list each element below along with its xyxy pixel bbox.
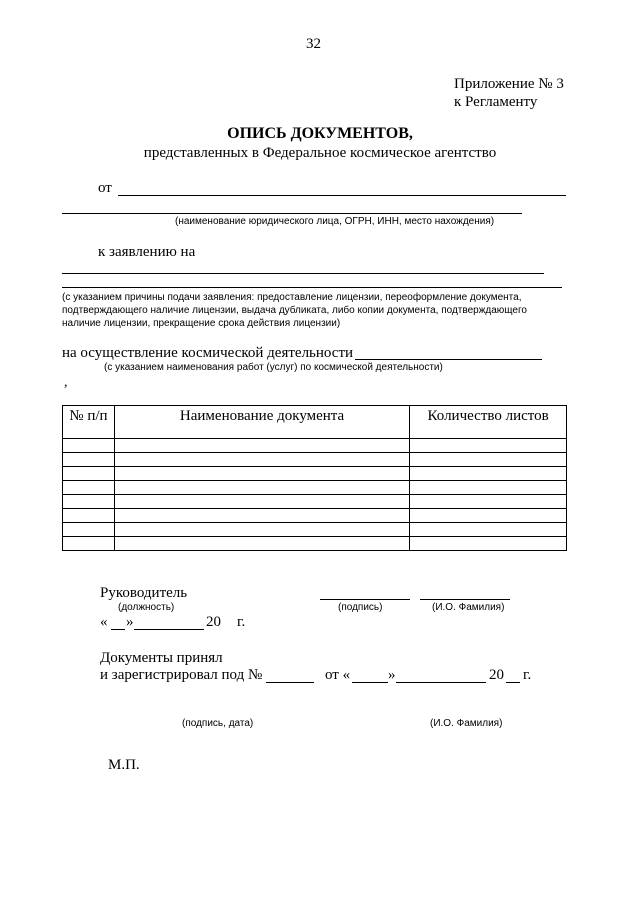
signature-date-caption: (подпись, дата) — [182, 718, 254, 729]
table-cell[interactable] — [63, 439, 115, 453]
table-row — [63, 453, 567, 467]
accepted-year-suffix: г. — [523, 667, 532, 683]
table-cell[interactable] — [410, 523, 567, 537]
accepted-line-1: Документы принял — [100, 650, 223, 666]
activity-label: на осуществление космической деятельности — [62, 345, 354, 361]
reason-caption: (с указанием причины подачи заявления: предоставление лицензии, переоформление документа, подтверждающего наличие лицензии, выдача дубликата, либо копии документа, подтверждающего наличие лицензии, прекращение срока действия лицензии) — [62, 292, 527, 329]
column-header-document-name: Наименование документа — [114, 406, 409, 439]
date-year-suffix: г. — [237, 614, 246, 630]
table-cell[interactable] — [114, 495, 409, 509]
table-cell[interactable] — [114, 509, 409, 523]
table-cell[interactable] — [114, 439, 409, 453]
table-cell[interactable] — [63, 523, 115, 537]
table-cell[interactable] — [114, 467, 409, 481]
date-year-prefix: 20 — [206, 614, 221, 630]
documents-table — [62, 405, 567, 551]
activity-caption: (с указанием наименования работ (услуг) по космической деятельности) — [104, 362, 443, 373]
appendix-line-2: к Регламенту — [454, 94, 538, 110]
table-cell[interactable] — [114, 481, 409, 495]
name-field-line[interactable] — [420, 599, 510, 600]
from-field-line[interactable] — [118, 195, 566, 196]
table-cell[interactable] — [63, 453, 115, 467]
table-row — [63, 495, 567, 509]
table-row — [63, 481, 567, 495]
from-label: от — [98, 180, 112, 196]
table-cell[interactable] — [63, 537, 115, 551]
registration-number-field-line[interactable] — [266, 682, 314, 683]
column-header-number: № п/п — [63, 406, 115, 439]
stray-mark: , — [64, 375, 68, 390]
table-row — [63, 467, 567, 481]
accepted-day-field-line[interactable] — [352, 682, 388, 683]
head-label: Руководитель — [100, 585, 188, 601]
signature-field-line[interactable] — [320, 599, 410, 600]
column-header-sheet-count: Количество листов — [410, 406, 567, 439]
signature-caption: (подпись) — [338, 602, 383, 613]
accepted-year-prefix: 20 — [489, 667, 504, 683]
table-cell[interactable] — [410, 509, 567, 523]
date-close-quote: » — [126, 614, 134, 630]
accepted-from: от « — [325, 667, 351, 683]
table-cell[interactable] — [63, 509, 115, 523]
date-day-field-line[interactable] — [111, 629, 125, 630]
table-cell[interactable] — [410, 439, 567, 453]
statement-field-line-2[interactable] — [62, 287, 562, 288]
table-row — [63, 439, 567, 453]
accepted-name-caption: (И.О. Фамилия) — [430, 718, 503, 729]
document-title: ОПИСЬ ДОКУМЕНТОВ, — [227, 125, 413, 142]
document-subtitle: представленных в Федеральное космическое агентство — [143, 145, 497, 161]
table-row — [63, 509, 567, 523]
table-cell[interactable] — [410, 481, 567, 495]
table-cell[interactable] — [114, 537, 409, 551]
date-open-quote: « — [100, 614, 108, 630]
table-cell[interactable] — [410, 467, 567, 481]
table-cell[interactable] — [114, 453, 409, 467]
name-caption: (И.О. Фамилия) — [432, 602, 505, 613]
table-cell[interactable] — [410, 453, 567, 467]
statement-label: к заявлению на — [98, 244, 196, 260]
table-cell[interactable] — [410, 495, 567, 509]
page-number: 32 — [306, 36, 321, 52]
accepted-year-field-line[interactable] — [506, 682, 520, 683]
table-cell[interactable] — [114, 523, 409, 537]
table-row — [63, 537, 567, 551]
position-caption: (должность) — [118, 602, 175, 613]
activity-field-line[interactable] — [355, 359, 542, 360]
accepted-month-field-line[interactable] — [396, 682, 486, 683]
stamp-label: М.П. — [108, 757, 140, 773]
accepted-line-2: и зарегистрировал под № — [100, 667, 263, 683]
date-month-field-line[interactable] — [134, 629, 204, 630]
table-cell[interactable] — [63, 481, 115, 495]
from-caption: (наименование юридического лица, ОГРН, ИНН, место нахождения) — [175, 216, 495, 227]
table-header-row — [63, 406, 567, 439]
statement-field-line[interactable] — [62, 273, 544, 274]
from-field-line-2[interactable] — [62, 213, 522, 214]
table-cell[interactable] — [410, 537, 567, 551]
appendix-line-1: Приложение № 3 — [454, 76, 564, 92]
table-cell[interactable] — [63, 495, 115, 509]
table-cell[interactable] — [63, 467, 115, 481]
table-row — [63, 523, 567, 537]
accepted-quote-close: » — [388, 667, 396, 683]
